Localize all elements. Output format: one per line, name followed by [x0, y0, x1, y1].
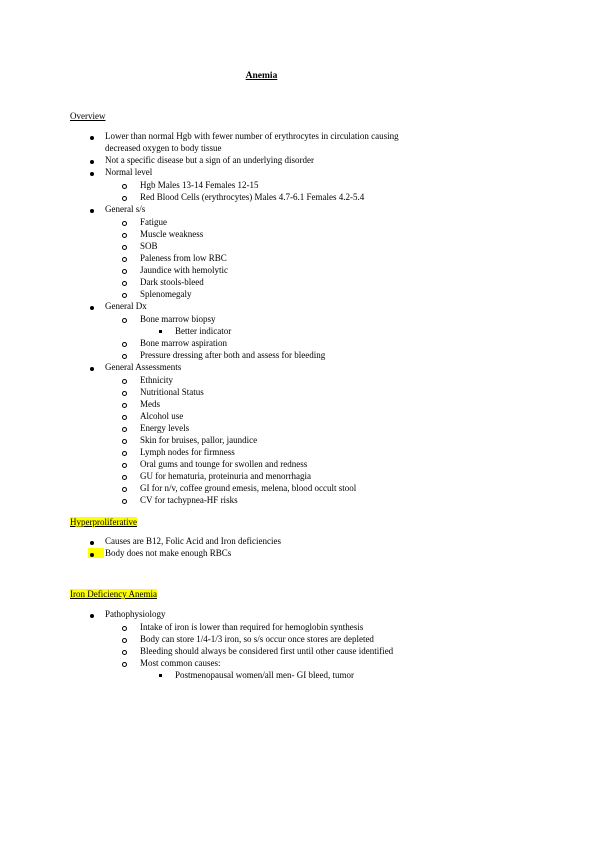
normal-item-rbc: Red Blood Cells (erythrocytes) Males 4.7-6.1 Females 4.2-5.4 — [140, 192, 365, 202]
bullet-circle — [122, 293, 127, 298]
dx-subitem-better: Better indicator — [175, 326, 232, 336]
overview-general-ss: General s/s — [105, 204, 146, 214]
bullet-circle — [122, 318, 127, 323]
normal-item-hgb: Hgb Males 13-14 Females 12-15 — [140, 180, 259, 190]
overview-general-dx: General Dx — [105, 301, 147, 311]
assess-item: GU for hematuria, proteinuria and menorrhagia — [140, 471, 311, 481]
bullet-circle — [122, 650, 127, 655]
iron-item: Body can store 1/4-1/3 iron, so s/s occur once stores are depleted — [140, 634, 374, 644]
ss-item: Fatigue — [140, 217, 167, 227]
bullet-circle — [122, 281, 127, 286]
iron-item: Most common causes: — [140, 658, 221, 668]
ss-item: Jaundice with hemolytic — [140, 265, 228, 275]
bullet-circle — [122, 379, 127, 384]
bullet-circle — [122, 184, 127, 189]
bullet-circle — [122, 487, 127, 492]
ss-item: Paleness from low RBC — [140, 253, 227, 263]
bullet-dot — [90, 136, 94, 140]
bullet-circle — [122, 427, 127, 432]
assess-item: Ethnicity — [140, 375, 173, 385]
bullet-circle — [122, 257, 127, 262]
bullet-circle — [122, 403, 127, 408]
bullet-square — [159, 330, 162, 333]
assess-item: Lymph nodes for firmness — [140, 447, 235, 457]
bullet-circle — [122, 391, 127, 396]
overview-bullet-1-line1: Lower than normal Hgb with fewer number of erythrocytes in circulation causing — [105, 131, 399, 141]
assess-item: Meds — [140, 399, 160, 409]
bullet-circle — [122, 354, 127, 359]
bullet-circle — [122, 451, 127, 456]
bullet-dot — [90, 367, 94, 371]
assess-item: Oral gums and tounge for swollen and redness — [140, 459, 308, 469]
bullet-circle — [122, 245, 127, 250]
dx-item-aspiration: Bone marrow aspiration — [140, 338, 227, 348]
bullet-dot — [90, 306, 94, 310]
bullet-circle — [122, 638, 127, 643]
iron-cause-item: Postmenopausal women/all men- GI bleed, tumor — [175, 670, 354, 680]
assess-item: Skin for bruises, pallor, jaundice — [140, 435, 258, 445]
ss-item: Dark stools-bleed — [140, 277, 204, 287]
assess-item: Nutritional Status — [140, 387, 204, 397]
overview-normal-level: Normal level — [105, 167, 153, 177]
bullet-dot — [90, 172, 94, 176]
bullet-circle — [122, 233, 127, 238]
hyper-item-causes: Causes are B12, Folic Acid and Iron deficiencies — [105, 536, 281, 546]
section-heading-hyperproliferative: Hyperproliferative — [70, 517, 137, 527]
bullet-circle — [122, 221, 127, 226]
bullet-circle — [122, 269, 127, 274]
page-title: Anemia — [245, 71, 278, 81]
assess-item: Energy levels — [140, 423, 190, 433]
iron-pathophysiology: Pathophysiology — [105, 609, 166, 619]
overview-general-assessments: General Assessments — [105, 362, 182, 372]
iron-item: Intake of iron is lower than required for hemoglobin synthesis — [140, 622, 364, 632]
bullet-circle — [122, 499, 127, 504]
bullet-circle — [122, 662, 127, 667]
ss-item: SOB — [140, 241, 158, 251]
bullet-circle — [122, 196, 127, 201]
hyper-item-rbcs: Body does not make enough RBCs — [105, 548, 232, 558]
iron-item: Bleeding should always be considered first until other cause identified — [140, 646, 394, 656]
section-heading-overview: Overview — [70, 111, 106, 121]
bullet-circle — [122, 475, 127, 480]
dx-item-pressure: Pressure dressing after both and assess for bleeding — [140, 350, 326, 360]
dx-item-biopsy: Bone marrow biopsy — [140, 314, 216, 324]
bullet-circle — [122, 439, 127, 444]
overview-bullet-2: Not a specific disease but a sign of an underlying disorder — [105, 155, 314, 165]
bullet-circle — [122, 415, 127, 420]
bullet-dot — [90, 209, 94, 213]
bullet-square — [159, 674, 162, 677]
assess-item: CV for tachypnea-HF risks — [140, 495, 238, 505]
ss-item: Splenomegaly — [140, 289, 192, 299]
bullet-circle — [122, 626, 127, 631]
assess-item: GI for n/v, coffee ground emesis, melena, blood occult stool — [140, 483, 357, 493]
bullet-dot — [90, 541, 94, 545]
bullet-circle — [122, 463, 127, 468]
bullet-dot — [90, 160, 94, 164]
bullet-dot — [90, 614, 94, 618]
overview-bullet-1-line2: decreased oxygen to body tissue — [105, 143, 222, 153]
bullet-dot — [90, 553, 94, 557]
section-heading-iron-deficiency: Iron Deficiency Anemia — [70, 589, 157, 599]
bullet-circle — [122, 342, 127, 347]
ss-item: Muscle weakness — [140, 229, 204, 239]
assess-item: Alcohol use — [140, 411, 184, 421]
